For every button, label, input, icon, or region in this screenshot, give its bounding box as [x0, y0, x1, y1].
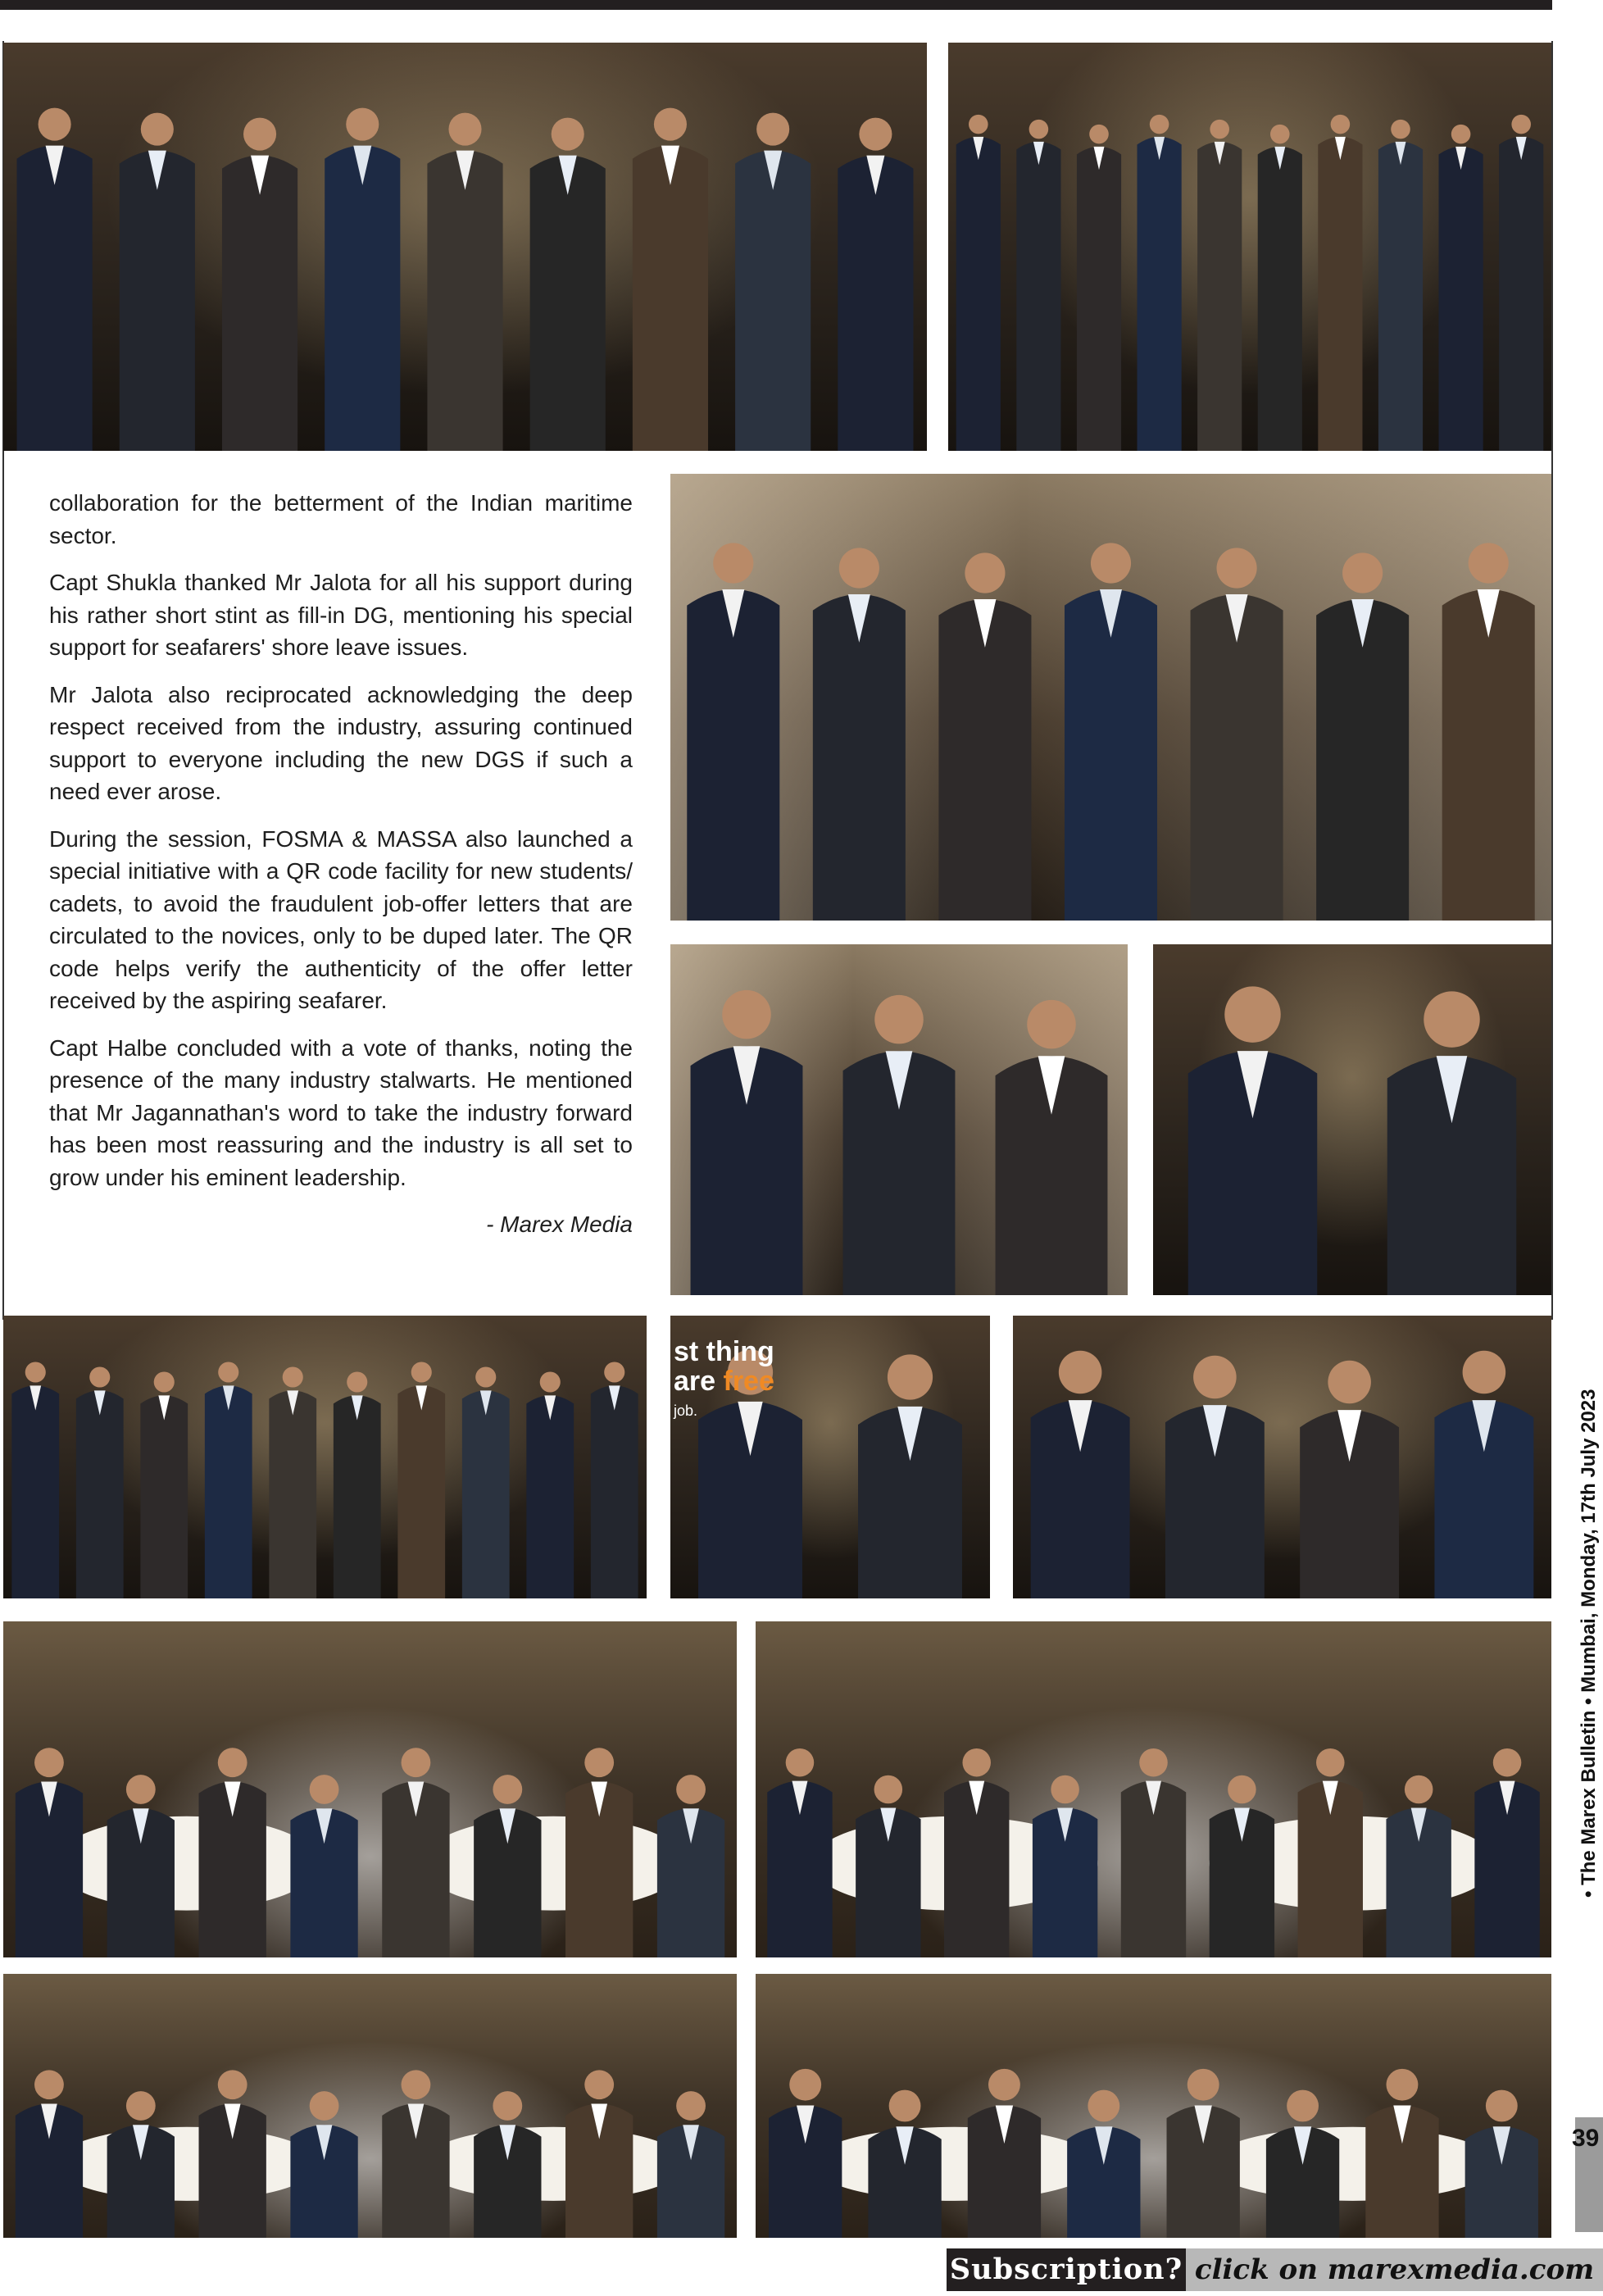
photo-illustration: [3, 43, 927, 451]
person-silhouette: [996, 1000, 1108, 1295]
person-silhouette: [1188, 986, 1318, 1295]
person-silhouette: [530, 118, 606, 451]
person-silhouette: [1439, 125, 1483, 451]
person-silhouette: [17, 108, 93, 451]
group-photo-5: [1153, 944, 1551, 1295]
article-body: [49, 487, 633, 1241]
round-table: [421, 1816, 685, 1911]
group-photo-6: [3, 1316, 647, 1598]
person-silhouette: [199, 1748, 266, 1957]
person-silhouette: [687, 543, 779, 921]
sign-line: st thing: [674, 1336, 774, 1367]
person-silhouette: [1465, 2090, 1538, 2238]
round-table: [811, 2127, 1098, 2201]
person-silhouette: [838, 118, 913, 451]
person-silhouette: [1167, 2069, 1240, 2238]
photo-illustration: [3, 1316, 647, 1598]
round-table: [421, 2127, 685, 2201]
person-silhouette: [813, 548, 906, 921]
photo-illustration: [1013, 1316, 1551, 1598]
photo-illustration: [670, 944, 1128, 1295]
photo-illustration: [3, 1621, 737, 1957]
group-photo-1: [3, 43, 927, 451]
person-silhouette: [1386, 1775, 1451, 1957]
person-silhouette: [1077, 125, 1121, 451]
photo-illustration: [3, 1974, 737, 2238]
person-silhouette: [1138, 115, 1182, 451]
person-silhouette: [222, 118, 297, 451]
photo-illustration: [1153, 944, 1551, 1295]
person-silhouette: [1197, 120, 1242, 451]
person-silhouette: [427, 113, 502, 451]
group-photo-2: [948, 43, 1551, 451]
person-silhouette: [269, 1366, 316, 1598]
person-silhouette: [1387, 991, 1517, 1295]
person-silhouette: [199, 2070, 266, 2238]
round-table: [55, 1816, 319, 1911]
person-silhouette: [334, 1371, 381, 1598]
person-silhouette: [1318, 115, 1362, 451]
dinner-photo-3: [3, 1974, 737, 2238]
person-silhouette: [1210, 1775, 1274, 1957]
person-silhouette: [1065, 543, 1157, 921]
background-sign: [674, 1337, 774, 1425]
article-credit: - Marex Media: [486, 1212, 633, 1237]
person-silhouette: [1316, 552, 1409, 921]
person-silhouette: [16, 1748, 83, 1957]
person-silhouette: [1258, 125, 1302, 451]
person-silhouette: [767, 1748, 832, 1957]
dinner-photo-4: [756, 1974, 1551, 2238]
article-paragraph: collaboration for the betterment of the Indian maritime sector.: [49, 490, 633, 548]
person-silhouette: [858, 1354, 962, 1598]
person-silhouette: [1067, 2090, 1140, 2238]
person-silhouette: [968, 2069, 1041, 2238]
dinner-photo-2: [756, 1621, 1551, 1957]
person-silhouette: [843, 995, 956, 1295]
person-silhouette: [657, 1775, 724, 1957]
person-silhouette: [1298, 1748, 1363, 1957]
person-silhouette: [691, 990, 803, 1295]
person-silhouette: [1378, 120, 1423, 451]
person-silhouette: [474, 2091, 541, 2238]
person-silhouette: [107, 2091, 175, 2238]
article-paragraph: During the session, FOSMA & MASSA also launched a special initiative with a QR code facility for new students/ cadets, to avoid the fraudulent job-offer letters that are circulated to the novices, only to be duped later. The QR code helps verify the authenticity of the offer letter received by the aspiring seafarer.: [49, 825, 633, 1013]
group-photo-7: [670, 1316, 990, 1598]
person-silhouette: [1300, 1361, 1399, 1598]
sign-line: [674, 1366, 774, 1396]
photo-illustration: [948, 43, 1551, 451]
person-silhouette: [1016, 120, 1060, 451]
person-silhouette: [565, 2070, 633, 2238]
person-silhouette: [868, 2090, 941, 2238]
person-silhouette: [1434, 1351, 1533, 1598]
group-photo-3: [670, 474, 1551, 921]
person-silhouette: [1191, 548, 1283, 921]
person-silhouette: [956, 115, 1001, 451]
sign-word-accent: free: [723, 1366, 774, 1397]
person-silhouette: [856, 1775, 920, 1957]
person-silhouette: [325, 108, 400, 451]
sign-word: are: [674, 1366, 724, 1397]
person-silhouette: [565, 1748, 633, 1957]
dinner-photo-1: [3, 1621, 737, 1957]
person-silhouette: [205, 1362, 252, 1598]
person-silhouette: [16, 2070, 83, 2238]
person-silhouette: [397, 1362, 445, 1598]
photo-illustration: [756, 1974, 1551, 2238]
person-silhouette: [382, 1748, 449, 1957]
article-paragraph: Mr Jalota also reciprocated acknowledging the deep respect received from the industry, assuring continued support to everyone including the new DGS if such a need ever arose.: [49, 681, 633, 804]
round-table: [55, 2127, 319, 2201]
person-silhouette: [938, 552, 1031, 921]
subscription-link[interactable]: click on marexmedia.com: [1186, 2248, 1603, 2291]
top-rule: [0, 0, 1552, 10]
person-silhouette: [462, 1366, 510, 1598]
person-silhouette: [1266, 2090, 1339, 2238]
person-silhouette: [633, 108, 708, 451]
person-silhouette: [1365, 2069, 1438, 2238]
person-silhouette: [1474, 1748, 1539, 1957]
person-silhouette: [11, 1362, 59, 1598]
person-silhouette: [735, 113, 811, 451]
person-silhouette: [1165, 1356, 1265, 1598]
person-silhouette: [1121, 1748, 1186, 1957]
person-silhouette: [290, 1775, 357, 1957]
person-silhouette: [944, 1748, 1009, 1957]
person-silhouette: [591, 1362, 638, 1598]
person-silhouette: [1033, 1775, 1097, 1957]
photo-illustration: [670, 474, 1551, 921]
person-silhouette: [107, 1775, 175, 1957]
sign-line: job.: [674, 1403, 698, 1419]
person-silhouette: [140, 1371, 188, 1598]
person-silhouette: [526, 1371, 574, 1598]
page-frame-right: [1551, 41, 1553, 1320]
person-silhouette: [769, 2069, 842, 2238]
person-silhouette: [1442, 543, 1535, 921]
person-silhouette: [1499, 115, 1543, 451]
subscription-banner[interactable]: Subscription?: [947, 2248, 1186, 2291]
person-silhouette: [474, 1775, 541, 1957]
photo-illustration: [756, 1621, 1551, 1957]
group-photo-8: [1013, 1316, 1551, 1598]
person-silhouette: [382, 2070, 449, 2238]
article-paragraph: Capt Halbe concluded with a vote of thanks, noting the presence of the many industry stalwarts. He mentioned that Mr Jagannathan's word to take the industry forward has been most reassuring and the industry is all set to grow under his eminent leadership.: [49, 1034, 633, 1190]
page-number: 39: [1572, 2125, 1600, 2152]
person-silhouette: [657, 2091, 724, 2238]
person-silhouette: [76, 1366, 124, 1598]
person-silhouette: [1031, 1351, 1130, 1598]
person-silhouette: [120, 113, 195, 451]
person-silhouette: [290, 2091, 357, 2238]
publication-line: • The Marex Bulletin • Mumbai, Monday, 17th July 2023: [1578, 1389, 1600, 1898]
article-paragraph: Capt Shukla thanked Mr Jalota for all his support during his rather short stint as fill-in DG, mentioning his special support for seafarers' shore leave issues.: [49, 570, 633, 660]
group-photo-4: [670, 944, 1128, 1295]
round-table: [1209, 2127, 1496, 2201]
